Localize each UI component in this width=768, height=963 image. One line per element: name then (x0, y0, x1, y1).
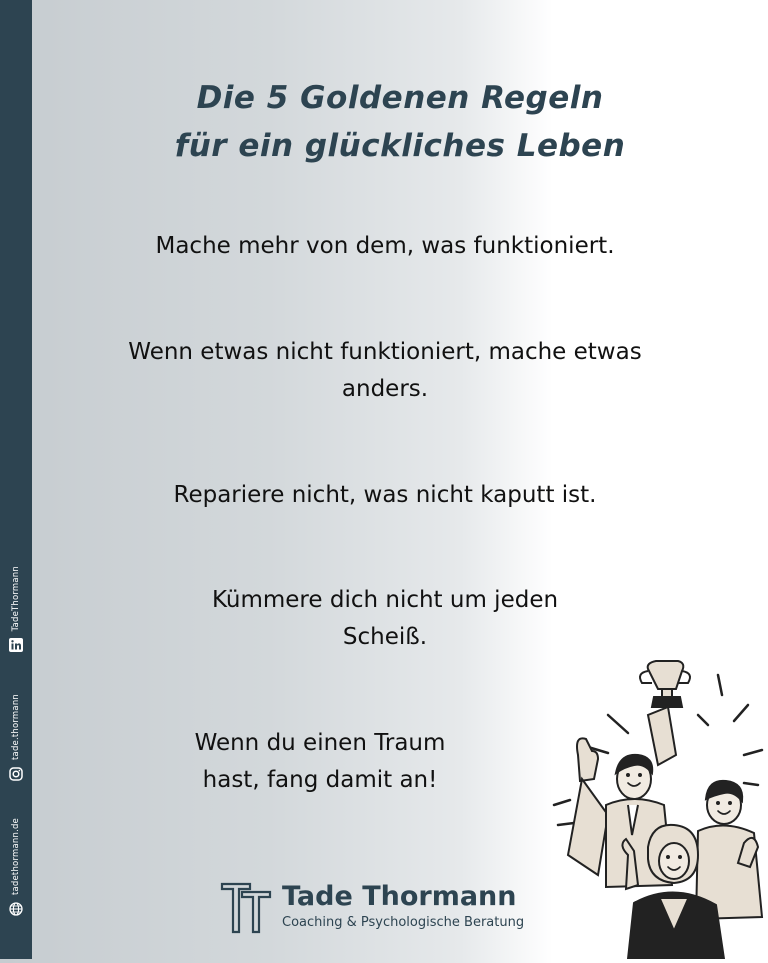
celebrating-people-illustration (548, 655, 768, 959)
brand-text (282, 882, 524, 932)
social-sidebar (0, 0, 32, 959)
rule-2 (60, 334, 710, 408)
sidebar-website[interactable] (0, 818, 32, 916)
instagram-handle: tade.thormann (11, 694, 21, 760)
rule-2-line-1: Wenn etwas nicht funktioniert, mache etwas (128, 339, 642, 365)
title-line-1: Die 5 Goldenen Regeln (196, 80, 604, 116)
tt-logo-icon (220, 880, 272, 934)
rule-4 (60, 582, 710, 656)
rule-2-line-2: anders. (341, 376, 429, 402)
linkedin-icon (9, 637, 24, 652)
brand-name: Tade Thormann (282, 881, 517, 912)
rule-1-text: Mache mehr von dem, was funktioniert. (155, 233, 615, 259)
website-url: tadethormann.de (11, 818, 21, 896)
globe-icon (9, 901, 24, 916)
title-line-2: für ein glückliches Leben (174, 128, 626, 164)
page-title (32, 74, 768, 170)
rule-4-line-1: Kümmere dich nicht um jeden (211, 587, 559, 613)
linkedin-handle: TadeThormann (11, 566, 21, 632)
brand-block (220, 880, 524, 934)
rule-3-text: Repariere nicht, was nicht kaputt ist. (173, 482, 597, 508)
rule-5-line-1: Wenn du einen Traum (194, 730, 446, 756)
brand-subtitle: Coaching & Psychologische Beratung (282, 915, 525, 930)
rule-4-line-2: Scheiß. (342, 624, 428, 650)
rule-5-wrap (0, 725, 580, 799)
rule-1 (60, 228, 710, 265)
rule-3 (60, 477, 710, 514)
sidebar-linkedin[interactable] (0, 566, 32, 652)
rule-5-line-2: hast, fang damit an! (202, 767, 438, 793)
